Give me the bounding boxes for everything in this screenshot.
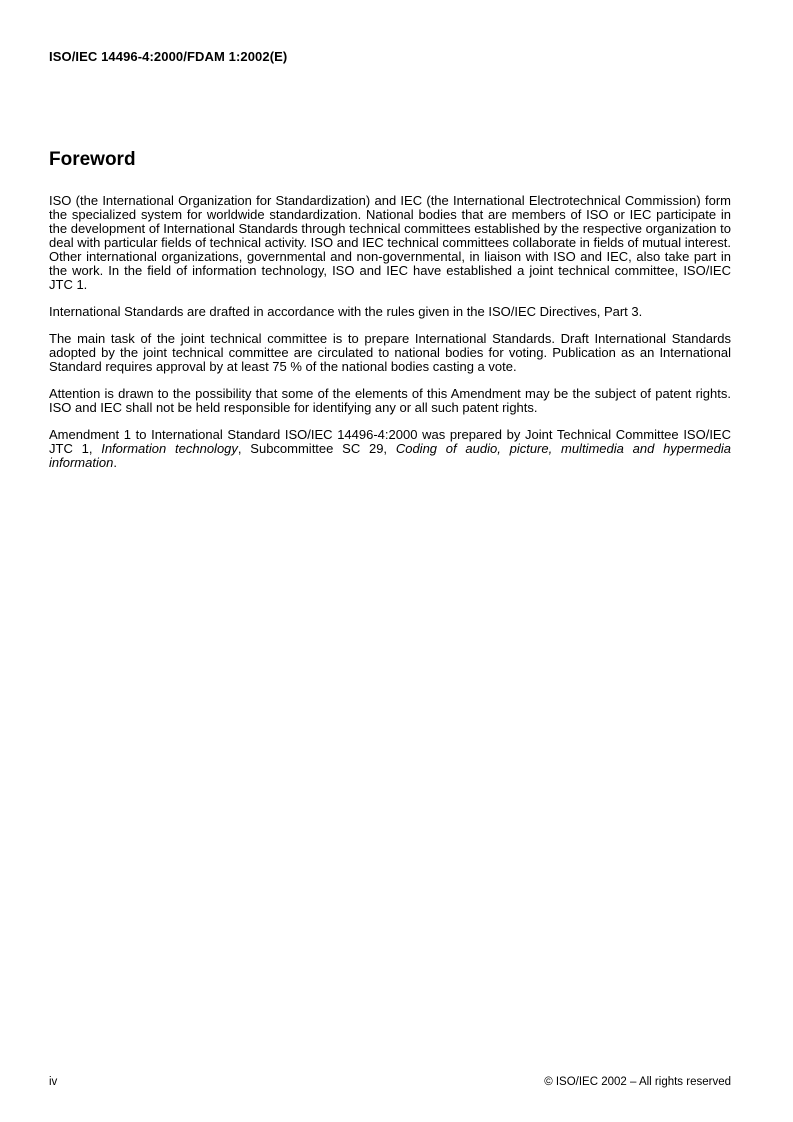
paragraph-patent-rights: Attention is drawn to the possibility that some of the elements of this Amendment may be the subject of patent rights. ISO and IEC shall not be held responsible for identifying any or all such patent rights. (49, 386, 731, 415)
paragraph-directives: International Standards are drafted in accordance with the rules given in the ISO/IEC Directives, Part 3. (49, 304, 643, 319)
page-content (49, 0, 731, 483)
paragraph-amendment-italic-2: Coding of audio, picture, multimedia and hypermedia information (49, 441, 732, 470)
foreword-title: Foreword (49, 149, 136, 170)
running-header: ISO/IEC 14496-4:2000/FDAM 1:2002(E) (49, 49, 288, 64)
paragraph-amendment-text-3: . (113, 455, 117, 470)
foreword-body (49, 194, 731, 470)
paragraph-amendment-text-2: , Subcommittee SC 29, (237, 441, 396, 456)
page-number: iv (49, 1076, 58, 1088)
paragraph-amendment-prepared (49, 428, 731, 470)
paragraph-amendment-text-1: Amendment 1 to International Standard ISO/IEC 14496-4:2000 was prepared by Joint Technical Committee ISO/IEC JTC 1, (49, 427, 731, 456)
paragraph-main-task: The main task of the joint technical committee is to prepare International Standards. Draft International Standards adopted by the joint technical committee are circulated to national bodies for voting. Publication as an International Standard requires approval by at least 75 % of the national bodies casting a vote. (49, 331, 731, 374)
paragraph-amendment-italic-1: Information technology (101, 441, 238, 456)
copyright-notice: © ISO/IEC 2002 – All rights reserved (544, 1076, 731, 1088)
page-footer (49, 1076, 731, 1088)
paragraph-iso-iec-system: ISO (the International Organization for Standardization) and IEC (the International Electrotechnical Commission) form the specialized system for worldwide standardization. National bodies that are members of ISO or IEC participate in the development of International Standards through technical committees established by the respective organization to deal with particular fields of technical activity. ISO and IEC technical committees collaborate in fields of mutual interest. Other international organizations, governmental and non-governmental, in liaison with ISO and IEC, also take part in the work. In the field of information technology, ISO and IEC have established a joint technical committee, ISO/IEC JTC 1. (49, 193, 731, 292)
